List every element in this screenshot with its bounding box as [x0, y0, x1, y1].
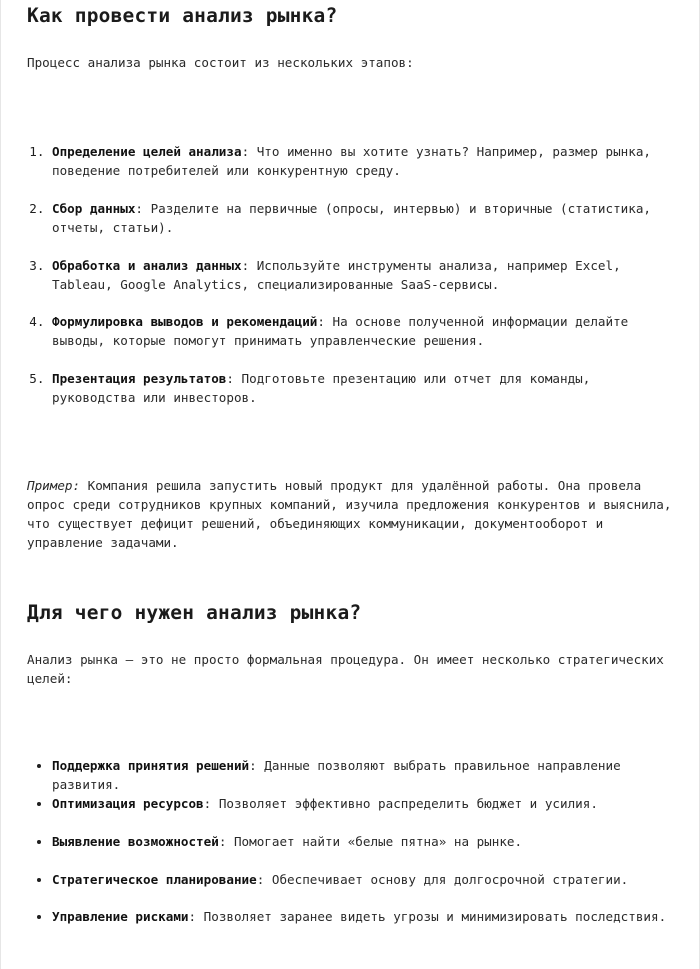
list-item: [52, 832, 675, 851]
goal-title: Поддержка принятия решений: [52, 758, 250, 773]
list-item: [52, 794, 675, 813]
section-intro-why: Анализ рынка — это не просто формальная процедура. Он имеет несколько стратегических целей:: [27, 652, 664, 686]
list-item: [52, 369, 675, 407]
step-title: Презентация результатов: [52, 371, 227, 386]
example-label: Пример:: [27, 478, 81, 493]
step-text: : Разделите на первичные (опросы, интервью) и вторичные (статистика, отчеты, статьи).: [52, 201, 651, 235]
list-item: [52, 312, 675, 350]
step-text: : Используйте инструменты анализа, например Excel, Tableau, Google Analytics, специализированные SaaS-сервисы.: [52, 258, 621, 292]
step-text: : На основе полученной информации делайте выводы, которые помогут принимать управленческие решения.: [52, 314, 629, 348]
goal-title: Управление рисками: [52, 909, 189, 924]
goal-text: : Позволяет заранее видеть угрозы и минимизировать последствия.: [188, 909, 667, 924]
section-heading-why: Для чего нужен анализ рынка?: [27, 601, 362, 624]
step-text: : Что именно вы хотите узнать? Например, размер рынка, поведение потребителей или конкурентную среду.: [52, 144, 651, 178]
list-item: [52, 756, 675, 794]
step-title: Формулировка выводов и рекомендаций: [52, 314, 318, 329]
list-item: [52, 256, 675, 294]
goal-text: : Помогает найти «белые пятна» на рынке.: [218, 834, 523, 849]
step-text: : Подготовьте презентацию или отчет для команды, руководства или инвесторов.: [52, 371, 591, 405]
step-title: Определение целей анализа: [52, 144, 242, 159]
goal-title: Стратегическое планирование: [52, 872, 257, 887]
list-item: [52, 870, 675, 889]
list-item: [52, 199, 675, 237]
example-text: Компания решила запустить новый продукт для удалённой работы. Она провела опрос среди сотрудников крупных компаний, изучила предложения конкурентов и выяснила, что существует дефицит решений, объединяющих коммуникации, документооборот и управление задачами.: [27, 478, 672, 550]
goal-title: Оптимизация ресурсов: [52, 796, 204, 811]
section-intro-how: Процесс анализа рынка состоит из нескольких этапов:: [27, 55, 414, 70]
example-paragraph: [27, 476, 675, 552]
goal-text: : Позволяет эффективно распределить бюджет и усилия.: [203, 796, 598, 811]
step-title: Обработка и анализ данных: [52, 258, 242, 273]
list-item: [52, 142, 675, 180]
goal-title: Выявление возможностей: [52, 834, 219, 849]
goal-text: : Обеспечивает основу для долгосрочной стратегии.: [256, 872, 629, 887]
list-item: [52, 907, 675, 926]
section-heading-how: Как провести анализ рынка?: [27, 4, 338, 27]
goal-text: : Данные позволяют выбрать правильное направление развития.: [52, 758, 621, 792]
step-title: Сбор данных: [52, 201, 136, 216]
